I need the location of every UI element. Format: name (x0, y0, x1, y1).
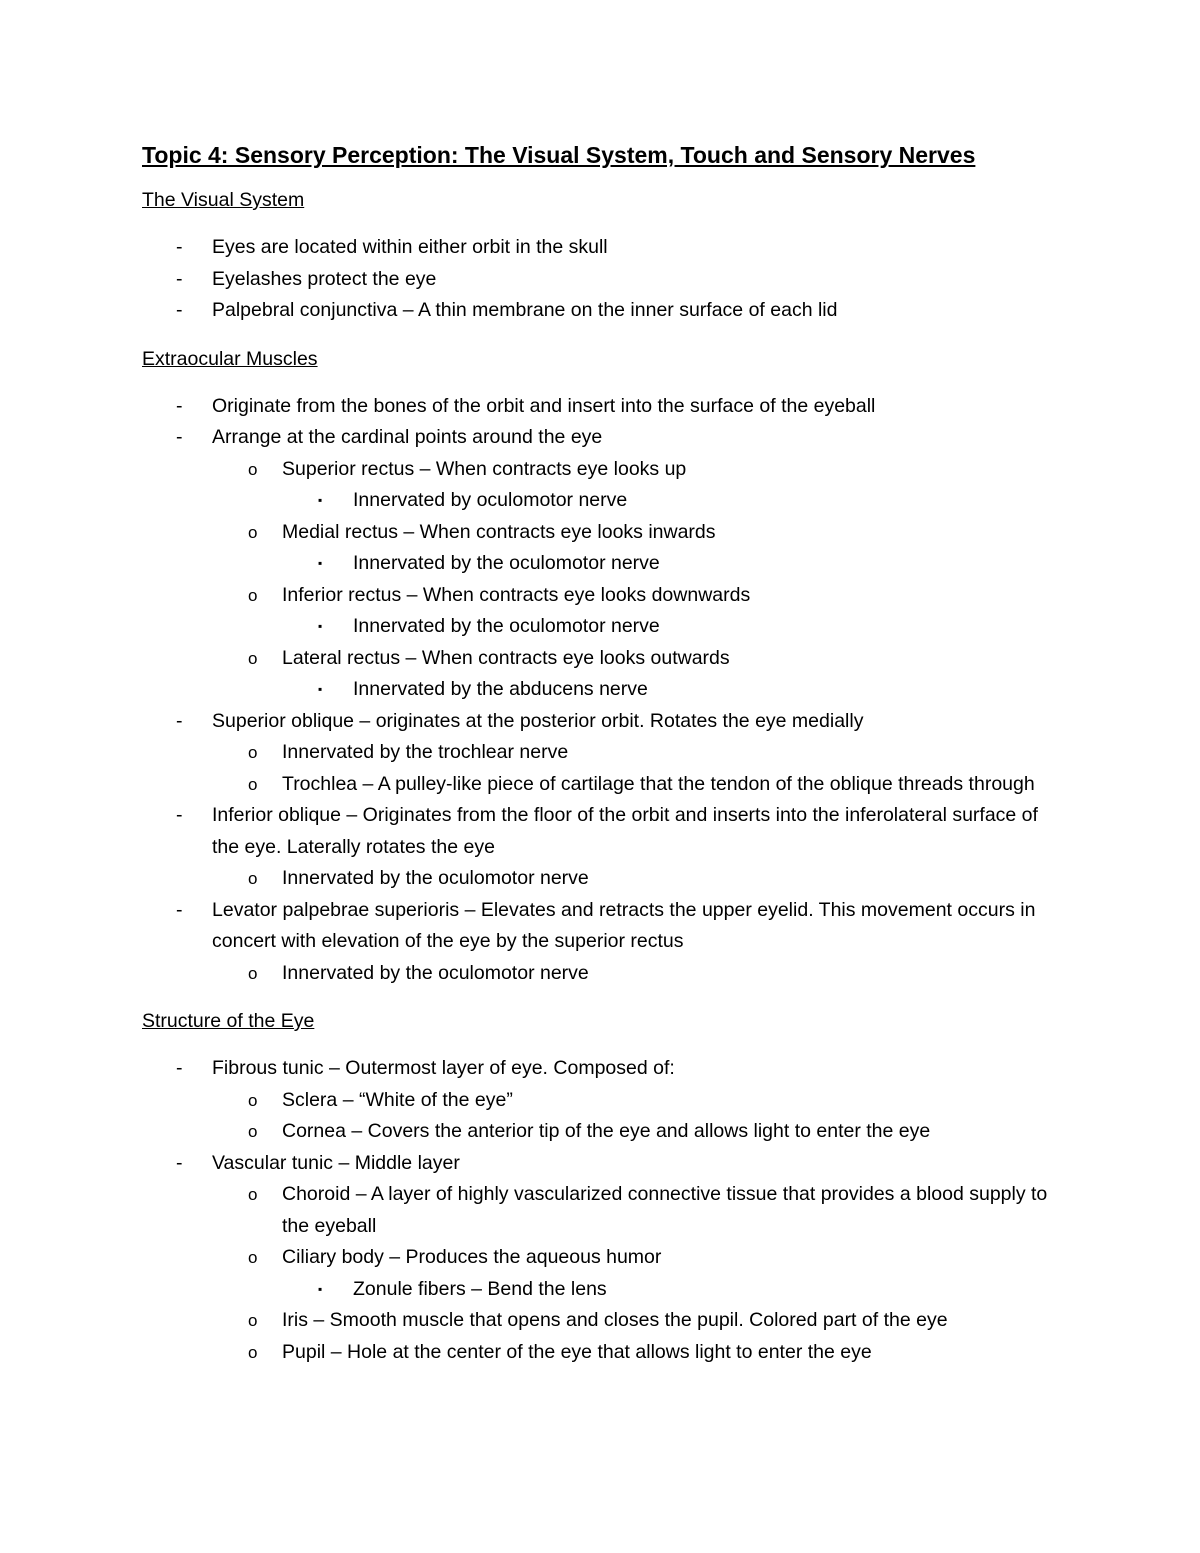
section-heading: Extraocular Muscles (142, 347, 318, 370)
list-item (142, 1305, 1062, 1337)
circle-bullet: o (248, 1122, 258, 1141)
dash-bullet: - (176, 898, 183, 921)
list-item (142, 895, 1062, 958)
circle-bullet: o (248, 963, 258, 983)
list-item-text: Innervated by the trochlear nerve (282, 741, 569, 763)
list-item (142, 643, 1062, 675)
list-item-text: Superior oblique – originates at the posterior orbit. Rotates the eye medially (212, 709, 864, 732)
list-item (142, 1274, 1062, 1306)
list-item-text: Arrange at the cardinal points around the eye (212, 426, 603, 448)
circle-bullet: o (248, 1185, 258, 1204)
square-bullet: ▪ (318, 1281, 323, 1296)
list-item-text: Trochlea – A pulley-like piece of cartilage that the tendon of the oblique threads through (282, 772, 1035, 795)
square-bullet: ▪ (318, 556, 323, 570)
list-item (142, 674, 1062, 706)
list-item-text: Pupil – Hole at the center of the eye that allows light to enter the eye (282, 1340, 872, 1363)
list-item (142, 863, 1062, 895)
list-item (142, 1337, 1062, 1369)
dash-bullet: - (176, 1057, 183, 1079)
dash-bullet: - (176, 1151, 183, 1174)
list-item (142, 769, 1062, 801)
page-title: Topic 4: Sensory Perception: The Visual System, Touch and Sensory Nerves (142, 142, 976, 168)
list-item (142, 737, 1062, 769)
list-item-text: Innervated by the oculomotor nerve (282, 961, 589, 984)
list-item (142, 1053, 1062, 1085)
list-item (142, 517, 1062, 549)
section-heading: Structure of the Eye (142, 1010, 315, 1032)
list-item (142, 1242, 1062, 1274)
section-visual-system (142, 186, 1062, 327)
dash-bullet: - (176, 804, 183, 826)
list-item-text: Eyelashes protect the eye (212, 267, 437, 290)
list-item-text: Innervated by the oculomotor nerve (282, 867, 589, 889)
list-item (142, 232, 1062, 264)
list-item-text: Vascular tunic – Middle layer (212, 1151, 460, 1174)
list-item-text: Palpebral conjunctiva – A thin membrane on the inner surface of each lid (212, 299, 838, 321)
list-item (142, 548, 1062, 580)
list-item-text: Levator palpebrae superioris – Elevates and retracts the upper eyelid. This movement occurs in concert with elevation of the eye by the superior rectus (212, 898, 1036, 952)
list-item (142, 1148, 1062, 1180)
list-item (142, 295, 1062, 327)
dash-bullet: - (176, 709, 183, 732)
dash-bullet: - (176, 267, 183, 290)
circle-bullet: o (248, 522, 258, 542)
list-item (142, 706, 1062, 738)
circle-bullet: o (248, 1311, 258, 1330)
list-item-text: Fibrous tunic – Outermost layer of eye. Composed of: (212, 1057, 675, 1079)
list-item-text: Eyes are located within either orbit in the skull (212, 236, 608, 258)
list-item (142, 485, 1062, 517)
list-item (142, 1116, 1062, 1148)
list-item-text: Iris – Smooth muscle that opens and closes the pupil. Colored part of the eye (282, 1309, 948, 1331)
circle-bullet: o (248, 648, 258, 668)
list-item-text: Lateral rectus – When contracts eye looks outwards (282, 646, 730, 669)
list-item-text: Originate from the bones of the orbit and insert into the surface of the eyeball (212, 394, 876, 417)
list-item (142, 264, 1062, 296)
list-item-text: Medial rectus – When contracts eye looks inwards (282, 520, 716, 543)
square-bullet: ▪ (318, 493, 323, 507)
list-item-text: Innervated by the oculomotor nerve (353, 552, 660, 574)
dash-bullet: - (176, 394, 183, 417)
list-item (142, 580, 1062, 612)
list-item-text: Innervated by the abducens nerve (353, 678, 648, 700)
list-item (142, 1179, 1062, 1242)
document-page (142, 140, 1062, 1386)
list-item-text: Inferior oblique – Originates from the floor of the orbit and inserts into the inferolateral surface of the eye. Laterally rotates the eye (212, 804, 1038, 858)
list-item (142, 958, 1062, 990)
list-item (142, 800, 1062, 863)
list-item-text: Cornea – Covers the anterior tip of the eye and allows light to enter the eye (282, 1120, 931, 1142)
list-item-text: Superior rectus – When contracts eye looks up (282, 457, 687, 480)
list-item-text: Choroid – A layer of highly vascularized connective tissue that provides a blood supply to the eyeball (282, 1183, 1048, 1237)
circle-bullet: o (248, 585, 258, 605)
circle-bullet: o (248, 1342, 258, 1362)
square-bullet: ▪ (318, 682, 323, 696)
circle-bullet: o (248, 459, 258, 479)
list-item (142, 454, 1062, 486)
list-item-text: Inferior rectus – When contracts eye looks downwards (282, 583, 751, 606)
section-heading: The Visual System (142, 189, 305, 211)
section-extraocular-muscles (142, 345, 1062, 990)
list-item-text: Sclera – “White of the eye” (282, 1088, 513, 1111)
list-item-text: Ciliary body – Produces the aqueous humor (282, 1246, 662, 1268)
list-item (142, 422, 1062, 454)
list-item (142, 1085, 1062, 1117)
circle-bullet: o (248, 774, 258, 794)
dash-bullet: - (176, 299, 183, 321)
circle-bullet: o (248, 869, 258, 888)
list-item (142, 611, 1062, 643)
list-item (142, 391, 1062, 423)
list-item-text: Zonule fibers – Bend the lens (353, 1277, 607, 1300)
dash-bullet: - (176, 426, 183, 448)
circle-bullet: o (248, 1090, 258, 1110)
section-structure-of-eye (142, 1007, 1062, 1368)
list-item-text: Innervated by the oculomotor nerve (353, 615, 660, 637)
list-item-text: Innervated by oculomotor nerve (353, 489, 628, 511)
circle-bullet: o (248, 1248, 258, 1267)
square-bullet: ▪ (318, 619, 323, 633)
circle-bullet: o (248, 743, 258, 762)
dash-bullet: - (176, 236, 183, 258)
